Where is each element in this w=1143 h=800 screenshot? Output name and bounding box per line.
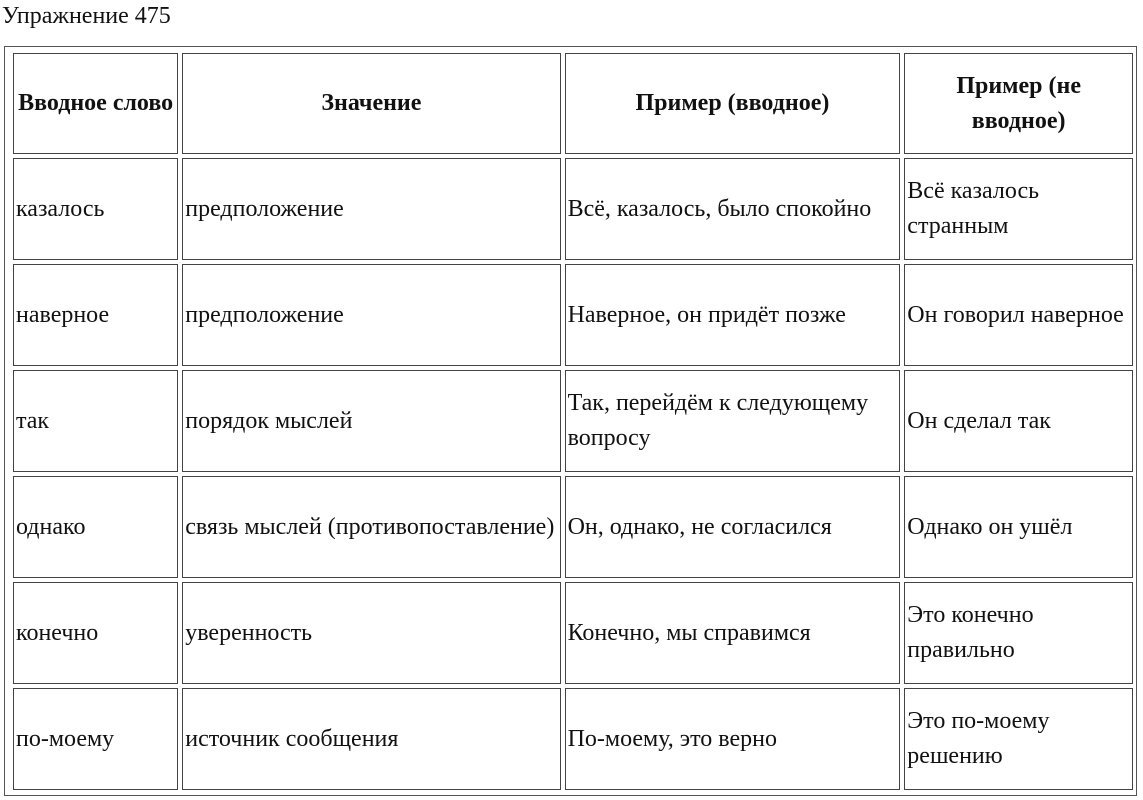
cell-meaning: предположение: [182, 264, 560, 366]
table-row: [13, 158, 1133, 260]
cell-example-not-introductory: Он говорил наверное: [904, 264, 1133, 366]
table-row: [13, 476, 1133, 578]
cell-word: конечно: [13, 582, 178, 684]
cell-word: наверное: [13, 264, 178, 366]
header-example-introductory: Пример (вводное): [565, 53, 901, 154]
cell-meaning: уверенность: [182, 582, 560, 684]
table-row: [13, 370, 1133, 472]
cell-word: по-моему: [13, 688, 178, 790]
cell-example-introductory: Он, однако, не согласился: [565, 476, 901, 578]
cell-example-not-introductory: Однако он ушёл: [904, 476, 1133, 578]
header-word: Вводное слово: [13, 53, 178, 154]
cell-example-not-introductory: Это по-моему решению: [904, 688, 1133, 790]
exercise-title: Упражнение 475: [2, 3, 171, 29]
cell-word: казалось: [13, 158, 178, 260]
cell-meaning: источник сообщения: [182, 688, 560, 790]
cell-example-not-introductory: Он сделал так: [904, 370, 1133, 472]
header-example-not-introductory: Пример (не вводное): [904, 53, 1133, 154]
cell-example-introductory: Наверное, он придёт позже: [565, 264, 901, 366]
introductory-words-table: [9, 49, 1137, 794]
cell-word: однако: [13, 476, 178, 578]
cell-example-introductory: По-моему, это верно: [565, 688, 901, 790]
table-row: [13, 264, 1133, 366]
table-row: [13, 688, 1133, 790]
cell-example-not-introductory: Всё казалось странным: [904, 158, 1133, 260]
table-frame: [4, 46, 1137, 796]
cell-example-introductory: Так, перейдём к следующему вопросу: [565, 370, 901, 472]
table-header-row: [13, 53, 1133, 154]
cell-meaning: порядок мыслей: [182, 370, 560, 472]
cell-example-introductory: Конечно, мы справимся: [565, 582, 901, 684]
cell-meaning: связь мыслей (противопоставление): [182, 476, 560, 578]
cell-example-introductory: Всё, казалось, было спокойно: [565, 158, 901, 260]
cell-meaning: предположение: [182, 158, 560, 260]
cell-word: так: [13, 370, 178, 472]
table-row: [13, 582, 1133, 684]
header-meaning: Значение: [182, 53, 560, 154]
cell-example-not-introductory: Это конечно правильно: [904, 582, 1133, 684]
